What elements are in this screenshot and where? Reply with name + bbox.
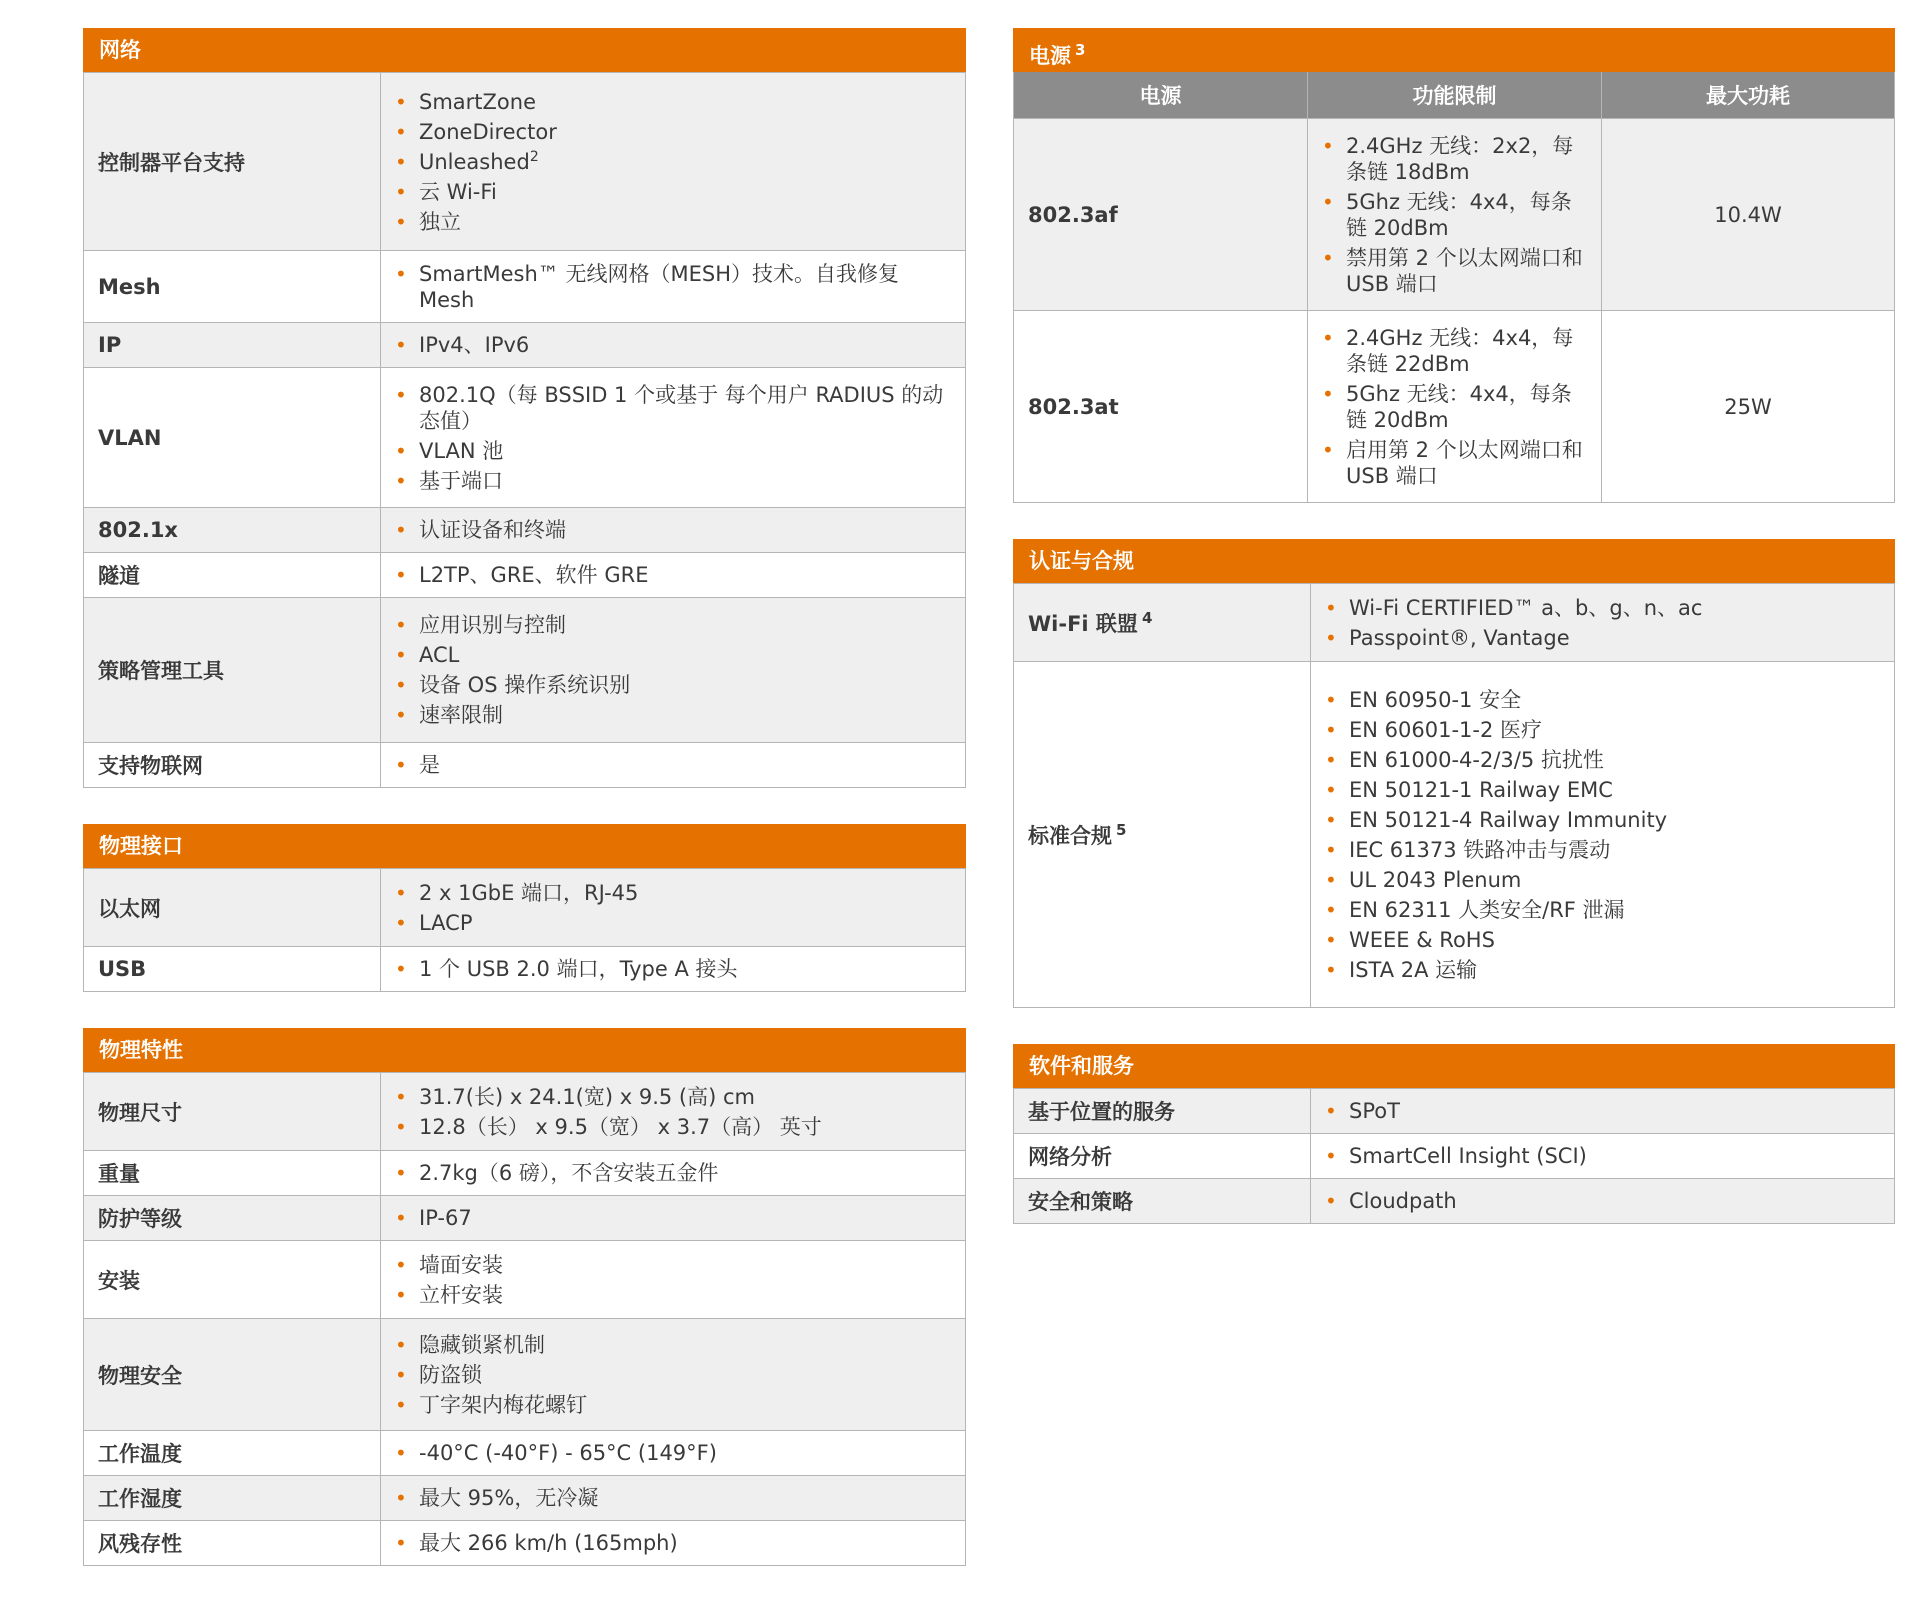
section-header-physical-interface: 物理接口 xyxy=(83,824,966,868)
row-value xyxy=(1311,1134,1895,1179)
table-row xyxy=(84,1476,966,1521)
row-label: 工作湿度 xyxy=(84,1476,381,1521)
list-item: • EN 60601-1-2 医疗 xyxy=(1323,717,1880,743)
row-label: 控制器平台支持 xyxy=(84,73,381,251)
list-item: • 是 xyxy=(393,752,951,778)
row-label: 隧道 xyxy=(84,553,381,598)
list-item: • 丁字架内梅花螺钉 xyxy=(393,1392,951,1418)
section-header-network: 网络 xyxy=(83,28,966,72)
table-row xyxy=(84,553,966,598)
list-item: • 1 个 USB 2.0 端口，Type A 接头 xyxy=(393,956,951,982)
row-label xyxy=(1014,662,1311,1008)
footnote-marker: 4 xyxy=(1141,608,1153,627)
row-value xyxy=(381,1476,966,1521)
section-header-physical-characteristics: 物理特性 xyxy=(83,1028,966,1072)
table-row xyxy=(84,1073,966,1151)
row-label: 基于位置的服务 xyxy=(1014,1089,1311,1134)
list-item: • Wi-Fi CERTIFIED™ a、b、g、n、ac xyxy=(1323,595,1880,621)
list-item: • 云 Wi-Fi xyxy=(393,179,951,205)
list-item: • 5Ghz 无线：4x4，每条链 20dBm xyxy=(1320,189,1589,241)
row-value xyxy=(1311,662,1895,1008)
row-value xyxy=(381,73,966,251)
row-value xyxy=(381,1241,966,1319)
row-value xyxy=(381,1151,966,1196)
row-value xyxy=(381,947,966,992)
table-row xyxy=(1014,1089,1895,1134)
list-item: • SmartMesh™ 无线网格（MESH）技术。自我修复 Mesh xyxy=(393,261,951,313)
network-table xyxy=(83,72,966,788)
table-row xyxy=(1014,119,1895,311)
list-item: • 31.7(长) x 24.1(宽) x 9.5 (高) cm xyxy=(393,1084,951,1110)
power-table xyxy=(1013,72,1895,503)
list-item: • 最大 95%，无冷凝 xyxy=(393,1485,951,1511)
row-value xyxy=(381,598,966,743)
section-header-software: 软件和服务 xyxy=(1013,1044,1895,1088)
software-table xyxy=(1013,1088,1895,1224)
list-item: • 2.7kg（6 磅），不含安装五金件 xyxy=(393,1160,951,1186)
section-header-power xyxy=(1013,28,1895,72)
table-header-row xyxy=(1014,72,1895,119)
list-item: • 2.4GHz 无线：2x2，每条链 18dBm xyxy=(1320,133,1589,185)
table-row xyxy=(1014,1179,1895,1224)
list-item: • ISTA 2A 运输 xyxy=(1323,957,1880,983)
row-value xyxy=(381,869,966,947)
left-column xyxy=(83,28,966,1602)
column-header: 最大功耗 xyxy=(1602,72,1895,119)
table-row xyxy=(84,598,966,743)
list-item: • 2.4GHz 无线：4x4，每条链 22dBm xyxy=(1320,325,1589,377)
row-value xyxy=(381,1073,966,1151)
table-row xyxy=(84,1521,966,1566)
table-row xyxy=(84,1151,966,1196)
row-label: 802.3af xyxy=(1014,119,1308,311)
list-item: • LACP xyxy=(393,910,951,936)
row-label-text: 标准合规 xyxy=(1028,823,1112,848)
list-item: • ZoneDirector xyxy=(393,119,951,145)
row-value xyxy=(1311,1179,1895,1224)
row-label: IP xyxy=(84,323,381,368)
list-item xyxy=(393,149,951,175)
footnote-marker: 2 xyxy=(529,148,539,165)
list-item: • 设备 OS 操作系统识别 xyxy=(393,672,951,698)
list-item: • VLAN 池 xyxy=(393,438,951,464)
row-label: Mesh xyxy=(84,251,381,323)
network-section xyxy=(83,28,966,788)
table-row xyxy=(1014,584,1895,662)
list-item-text: Unleashed xyxy=(419,149,530,174)
list-item: • 启用第 2 个以太网端口和 USB 端口 xyxy=(1320,437,1589,489)
list-item: • EN 50121-4 Railway Immunity xyxy=(1323,807,1880,833)
row-label: 802.1x xyxy=(84,508,381,553)
list-item: • 802.1Q（每 BSSID 1 个或基于 每个用户 RADIUS 的动态值） xyxy=(393,382,951,434)
row-label: 策略管理工具 xyxy=(84,598,381,743)
software-section xyxy=(1013,1044,1895,1224)
row-label: USB xyxy=(84,947,381,992)
row-value xyxy=(1308,311,1602,503)
list-item: • 12.8（长） x 9.5（宽） x 3.7（高） 英寸 xyxy=(393,1114,951,1140)
row-label: 支持物联网 xyxy=(84,743,381,788)
list-item: • SmartCell Insight (SCI) xyxy=(1323,1143,1880,1169)
list-item: • 基于端口 xyxy=(393,468,951,494)
list-item: • 禁用第 2 个以太网端口和 USB 端口 xyxy=(1320,245,1589,297)
table-row xyxy=(84,1241,966,1319)
row-label xyxy=(1014,584,1311,662)
row-value xyxy=(381,1521,966,1566)
section-title: 电源 xyxy=(1029,44,1071,68)
row-value xyxy=(381,1319,966,1431)
list-item: • SPoT xyxy=(1323,1098,1880,1124)
row-label: 防护等级 xyxy=(84,1196,381,1241)
list-item: • EN 62311 人类安全/RF 泄漏 xyxy=(1323,897,1880,923)
list-item: • WEEE & RoHS xyxy=(1323,927,1880,953)
list-item: • SmartZone xyxy=(393,89,951,115)
row-label: 以太网 xyxy=(84,869,381,947)
row-label: 安全和策略 xyxy=(1014,1179,1311,1224)
row-label: VLAN xyxy=(84,368,381,508)
row-label: 工作温度 xyxy=(84,1431,381,1476)
table-row xyxy=(1014,1134,1895,1179)
certification-table xyxy=(1013,583,1895,1008)
physical-interface-table xyxy=(83,868,966,992)
list-item: • 隐藏锁紧机制 xyxy=(393,1332,951,1358)
physical-characteristics-section xyxy=(83,1028,966,1566)
table-row xyxy=(84,508,966,553)
table-row xyxy=(1014,311,1895,503)
list-item: • 立杆安装 xyxy=(393,1282,951,1308)
list-item: • 5Ghz 无线：4x4，每条链 20dBm xyxy=(1320,381,1589,433)
footnote-marker: 5 xyxy=(1116,820,1127,839)
table-row xyxy=(84,73,966,251)
list-item: • 墙面安装 xyxy=(393,1252,951,1278)
list-item: • Passpoint®, Vantage xyxy=(1323,625,1880,651)
table-row xyxy=(84,743,966,788)
list-item: • 应用识别与控制 xyxy=(393,612,951,638)
row-label: 物理尺寸 xyxy=(84,1073,381,1151)
row-value xyxy=(381,553,966,598)
row-label: 802.3at xyxy=(1014,311,1308,503)
column-header: 功能限制 xyxy=(1308,72,1602,119)
list-item: • IP-67 xyxy=(393,1205,951,1231)
right-column xyxy=(1013,28,1895,1260)
max-power-value: 25W xyxy=(1602,311,1895,503)
list-item: • 独立 xyxy=(393,209,951,235)
row-label: 风残存性 xyxy=(84,1521,381,1566)
table-row xyxy=(84,947,966,992)
certification-section xyxy=(1013,539,1895,1008)
table-row xyxy=(84,1319,966,1431)
row-value xyxy=(1311,584,1895,662)
physical-characteristics-table xyxy=(83,1072,966,1566)
row-value xyxy=(381,508,966,553)
footnote-marker: 3 xyxy=(1075,41,1086,59)
table-row xyxy=(84,368,966,508)
row-label: 重量 xyxy=(84,1151,381,1196)
section-header-certification: 认证与合规 xyxy=(1013,539,1895,583)
list-item: • 防盗锁 xyxy=(393,1362,951,1388)
column-header: 电源 xyxy=(1014,72,1308,119)
table-row xyxy=(84,251,966,323)
physical-interface-section xyxy=(83,824,966,992)
row-value xyxy=(381,1431,966,1476)
list-item: • UL 2043 Plenum xyxy=(1323,867,1880,893)
list-item: • ACL xyxy=(393,642,951,668)
list-item: • EN 50121-1 Railway EMC xyxy=(1323,777,1880,803)
row-value xyxy=(381,743,966,788)
row-label: 物理安全 xyxy=(84,1319,381,1431)
list-item: • 认证设备和终端 xyxy=(393,517,951,543)
list-item: • EN 61000-4-2/3/5 抗扰性 xyxy=(1323,747,1880,773)
list-item: • IEC 61373 铁路冲击与震动 xyxy=(1323,837,1880,863)
list-item: • 速率限制 xyxy=(393,702,951,728)
row-label-text: Wi-Fi 联盟 xyxy=(1028,611,1138,636)
list-item: • L2TP、GRE、软件 GRE xyxy=(393,562,951,588)
list-item: • -40°C (-40°F) - 65°C (149°F) xyxy=(393,1440,951,1466)
table-row xyxy=(84,869,966,947)
list-item: • Cloudpath xyxy=(1323,1188,1880,1214)
row-value xyxy=(1311,1089,1895,1134)
list-item: • 最大 266 km/h (165mph) xyxy=(393,1530,951,1556)
list-item: • IPv4、IPv6 xyxy=(393,332,951,358)
table-row xyxy=(84,1431,966,1476)
table-row xyxy=(84,1196,966,1241)
row-value xyxy=(381,368,966,508)
table-row xyxy=(1014,662,1895,1008)
row-value xyxy=(381,323,966,368)
row-value xyxy=(381,1196,966,1241)
row-label: 网络分析 xyxy=(1014,1134,1311,1179)
row-value xyxy=(1308,119,1602,311)
max-power-value: 10.4W xyxy=(1602,119,1895,311)
list-item: • 2 x 1GbE 端口，RJ-45 xyxy=(393,880,951,906)
list-item: • EN 60950-1 安全 xyxy=(1323,687,1880,713)
table-row xyxy=(84,323,966,368)
power-section xyxy=(1013,28,1895,503)
row-value xyxy=(381,251,966,323)
row-label: 安装 xyxy=(84,1241,381,1319)
